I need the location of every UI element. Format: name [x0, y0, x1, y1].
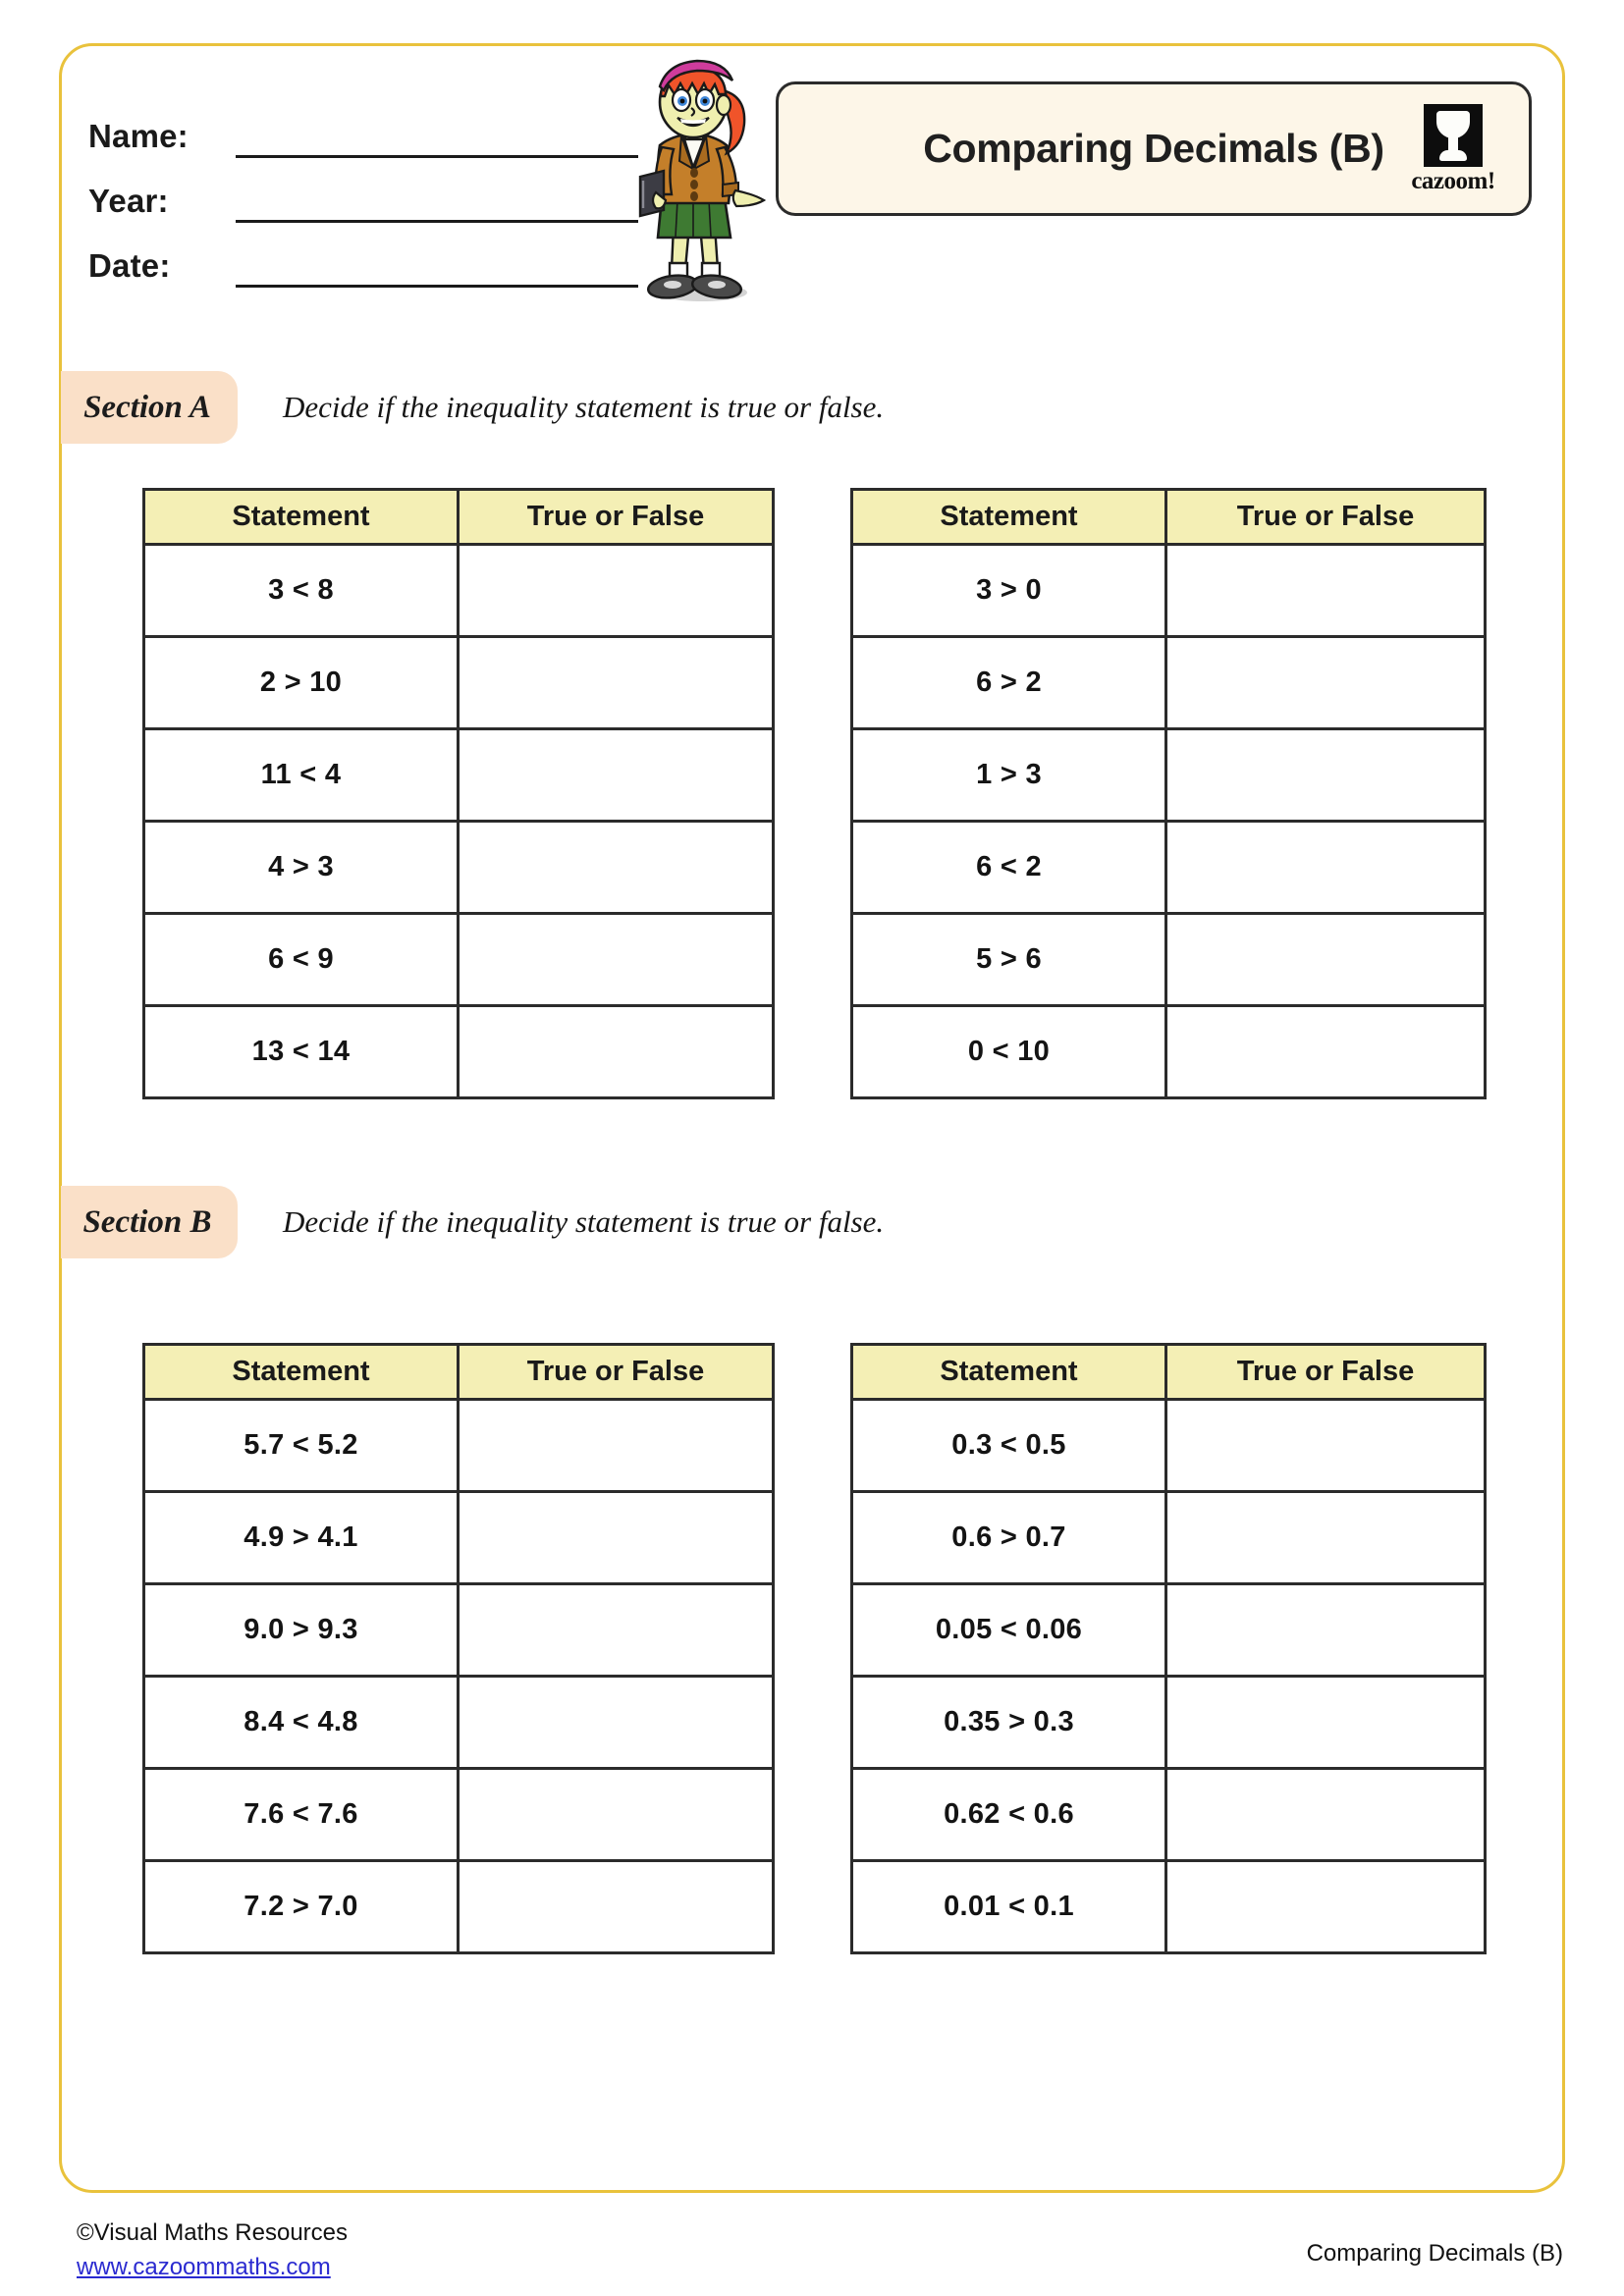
section-a-badge-label: Section A — [83, 389, 211, 425]
answer-cell[interactable] — [459, 822, 774, 914]
table-row — [144, 1769, 774, 1861]
answer-cell[interactable] — [459, 1861, 774, 1953]
answer-cell[interactable] — [459, 1006, 774, 1098]
table-row — [144, 1861, 774, 1953]
table-row — [852, 729, 1486, 822]
statement-cell: 0.3 < 0.5 — [852, 1400, 1166, 1492]
table-row — [144, 914, 774, 1006]
date-field-label: Date: — [88, 247, 171, 284]
goblet-icon — [1424, 104, 1483, 167]
logo-wordmark: cazoom! — [1411, 168, 1495, 194]
table-header-row — [144, 1345, 774, 1400]
section-a-badge — [61, 371, 238, 444]
name-field-label: Name: — [88, 118, 189, 154]
statement-cell: 5 > 6 — [852, 914, 1166, 1006]
statement-cell: 0.62 < 0.6 — [852, 1769, 1166, 1861]
answer-cell[interactable] — [459, 637, 774, 729]
statement-cell: 7.6 < 7.6 — [144, 1769, 459, 1861]
worksheet-title-box — [776, 81, 1532, 216]
table-row — [144, 1492, 774, 1584]
section-a-instruction: Decide if the inequality statement is true or false. — [283, 390, 885, 424]
name-field-row — [88, 93, 638, 158]
student-info-block — [88, 93, 638, 288]
table-row — [144, 822, 774, 914]
column-header-statement: Statement — [144, 1345, 459, 1400]
column-header-true-or-false: True or False — [1166, 1345, 1486, 1400]
statement-cell: 11 < 4 — [144, 729, 459, 822]
section-a-header — [61, 371, 884, 444]
column-header-true-or-false: True or False — [459, 490, 774, 545]
table-row — [144, 1584, 774, 1677]
table-row — [852, 1400, 1486, 1492]
year-write-line[interactable] — [236, 177, 638, 223]
answer-cell[interactable] — [459, 545, 774, 637]
statement-cell: 4.9 > 4.1 — [144, 1492, 459, 1584]
answer-cell[interactable] — [1166, 545, 1486, 637]
section-a-table-right — [850, 488, 1487, 1099]
answer-cell[interactable] — [1166, 1492, 1486, 1584]
website-link[interactable]: www.cazoommaths.com — [77, 2253, 331, 2280]
column-header-statement: Statement — [852, 1345, 1166, 1400]
statement-cell: 3 > 0 — [852, 545, 1166, 637]
answer-cell[interactable] — [1166, 1400, 1486, 1492]
statement-cell: 4 > 3 — [144, 822, 459, 914]
column-header-true-or-false: True or False — [459, 1345, 774, 1400]
statement-cell: 0.01 < 0.1 — [852, 1861, 1166, 1953]
answer-cell[interactable] — [459, 914, 774, 1006]
copyright-text: ©Visual Maths Resources — [77, 2219, 349, 2246]
section-a-table-left — [142, 488, 775, 1099]
column-header-statement: Statement — [852, 490, 1166, 545]
footer-left — [77, 2216, 348, 2285]
answer-cell[interactable] — [459, 1769, 774, 1861]
table-header-row — [852, 1345, 1486, 1400]
section-b-badge-label: Section B — [82, 1203, 212, 1240]
date-write-line[interactable] — [236, 241, 638, 288]
table-row — [852, 1584, 1486, 1677]
statement-cell: 0.05 < 0.06 — [852, 1584, 1166, 1677]
table-row — [144, 545, 774, 637]
answer-cell[interactable] — [1166, 1677, 1486, 1769]
table-row — [852, 1861, 1486, 1953]
answer-cell[interactable] — [459, 1492, 774, 1584]
section-b-header — [61, 1186, 884, 1258]
statement-cell: 9.0 > 9.3 — [144, 1584, 459, 1677]
footer-worksheet-name: Comparing Decimals (B) — [1306, 2240, 1563, 2267]
answer-cell[interactable] — [459, 1400, 774, 1492]
table-row — [144, 1006, 774, 1098]
table-row — [144, 1400, 774, 1492]
table-row — [852, 1677, 1486, 1769]
page-title: Comparing Decimals (B) — [923, 126, 1384, 171]
table-row — [852, 914, 1486, 1006]
section-b-instruction: Decide if the inequality statement is true or false. — [283, 1204, 885, 1239]
answer-cell[interactable] — [459, 1677, 774, 1769]
answer-cell[interactable] — [1166, 822, 1486, 914]
section-b-table-right — [850, 1343, 1487, 1954]
table-row — [852, 637, 1486, 729]
year-field-row — [88, 158, 638, 223]
statement-cell: 3 < 8 — [144, 545, 459, 637]
statement-cell: 1 > 3 — [852, 729, 1166, 822]
statement-cell: 2 > 10 — [144, 637, 459, 729]
table-row — [144, 1677, 774, 1769]
name-write-line[interactable] — [236, 112, 638, 158]
statement-cell: 8.4 < 4.8 — [144, 1677, 459, 1769]
answer-cell[interactable] — [459, 729, 774, 822]
table-header-row — [852, 490, 1486, 545]
date-field-row — [88, 223, 638, 288]
cazoom-logo — [1403, 104, 1503, 202]
statement-cell: 0.35 > 0.3 — [852, 1677, 1166, 1769]
table-row — [144, 637, 774, 729]
table-row — [852, 545, 1486, 637]
table-header-row — [144, 490, 774, 545]
column-header-true-or-false: True or False — [1166, 490, 1486, 545]
answer-cell[interactable] — [459, 1584, 774, 1677]
section-b-table-left — [142, 1343, 775, 1954]
table-row — [852, 822, 1486, 914]
section-b-badge — [61, 1186, 238, 1258]
statement-cell: 0.6 > 0.7 — [852, 1492, 1166, 1584]
table-row — [852, 1769, 1486, 1861]
year-field-label: Year: — [88, 183, 169, 219]
table-row — [144, 729, 774, 822]
statement-cell: 0 < 10 — [852, 1006, 1166, 1098]
answer-cell[interactable] — [1166, 637, 1486, 729]
answer-cell[interactable] — [1166, 729, 1486, 822]
statement-cell: 13 < 14 — [144, 1006, 459, 1098]
answer-cell[interactable] — [1166, 1584, 1486, 1677]
answer-cell[interactable] — [1166, 1769, 1486, 1861]
schoolgirl-illustration — [607, 51, 784, 306]
answer-cell[interactable] — [1166, 1861, 1486, 1953]
answer-cell[interactable] — [1166, 1006, 1486, 1098]
column-header-statement: Statement — [144, 490, 459, 545]
answer-cell[interactable] — [1166, 914, 1486, 1006]
statement-cell: 6 < 2 — [852, 822, 1166, 914]
statement-cell: 7.2 > 7.0 — [144, 1861, 459, 1953]
statement-cell: 6 > 2 — [852, 637, 1166, 729]
statement-cell: 5.7 < 5.2 — [144, 1400, 459, 1492]
statement-cell: 6 < 9 — [144, 914, 459, 1006]
table-row — [852, 1006, 1486, 1098]
table-row — [852, 1492, 1486, 1584]
